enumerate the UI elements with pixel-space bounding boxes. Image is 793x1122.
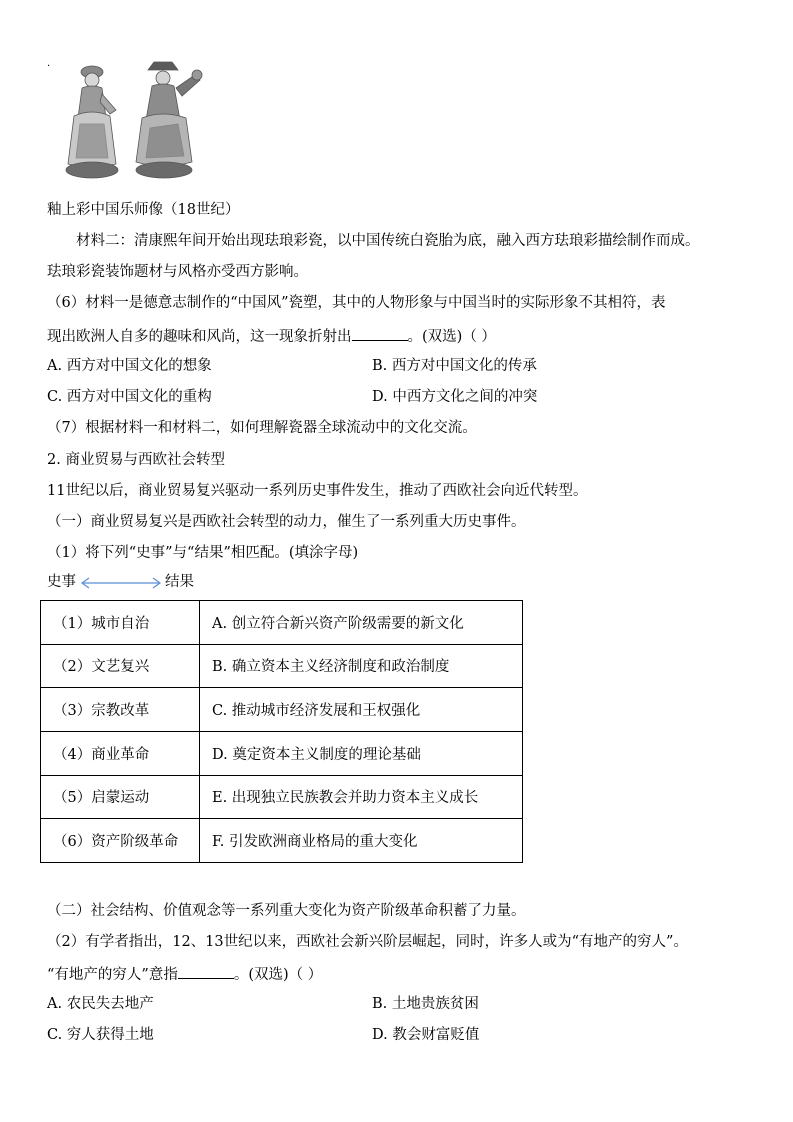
section2-q1: （1）将下列“史事”与“结果”相匹配。(填涂字母) [47,545,359,561]
table-cell-result: F. 引发欧洲商业格局的重大变化 [200,819,523,863]
double-arrow-icon [79,575,163,591]
q7-question: （7）根据材料一和材料二，如何理解瓷器全球流动中的文化交流。 [47,420,477,436]
table-cell-event: （3）宗教改革 [41,688,200,732]
section2-part2-heading: （二）社会结构、价值观念等一系列重大变化为资产阶级革命积蓄了力量。 [47,903,526,919]
arrow-left-label: 史事 [47,574,76,590]
table-cell-event: （6）资产阶级革命 [41,819,200,863]
q6-option-d[interactable]: D. 中西方文化之间的冲突 [372,389,538,405]
section2-intro: 11世纪以后，商业贸易复兴驱动一系列历史事件发生，推动了西欧社会向近代转型。 [47,483,588,499]
q2-option-b[interactable]: B. 土地贵族贫困 [372,996,479,1012]
table-cell-result: B. 确立资本主义经济制度和政治制度 [200,644,523,688]
right-figure-icon [136,62,202,178]
q6-stem-suffix: 。(双选)（ ） [407,329,496,345]
material2-line2: 珐琅彩瓷装饰题材与风格亦受西方影响。 [47,264,308,280]
q2-stem-prefix: “有地产的穷人”意指 [47,967,178,983]
table-row [41,731,523,775]
table-cell-event: （4）商业革命 [41,731,200,775]
q2-stem-line1: （2）有学者指出，12、13世纪以来，西欧社会新兴阶层崛起，同时，许多人或为“有地产的穷人”。 [47,934,688,950]
table-row [41,644,523,688]
table-row [41,601,523,645]
q2-option-c[interactable]: C. 穷人获得土地 [47,1027,154,1043]
section2-title: 2. 商业贸易与西欧社会转型 [47,452,225,468]
q6-stem-prefix: 现出欧洲人自多的趣味和风尚，这一现象折射出 [47,329,352,345]
arrow-right-label: 结果 [165,574,194,590]
table-cell-result: D. 奠定资本主义制度的理论基础 [200,731,523,775]
q6-option-b[interactable]: B. 西方对中国文化的传承 [372,358,537,374]
table-row [41,819,523,863]
table-cell-event: （1）城市自治 [41,601,200,645]
section2-part1-heading: （一）商业贸易复兴是西欧社会转型的动力，催生了一系列重大历史事件。 [47,514,526,530]
porcelain-musician-figures-image [60,58,210,182]
q2-answer-blank[interactable] [178,964,234,979]
event-result-matching-table [40,600,523,863]
material2-line1: 材料二：清康熙年间开始出现珐琅彩瓷，以中国传统白瓷胎为底，融入西方珐琅彩描绘制作而成。 [76,233,700,249]
q6-option-a[interactable]: A. 西方对中国文化的想象 [47,358,212,374]
q6-answer-blank[interactable] [352,326,408,341]
table-cell-result: A. 创立符合新兴资产阶级需要的新文化 [200,601,523,645]
stray-mark: · [47,61,51,72]
table-row [41,775,523,819]
left-figure-icon [66,66,118,178]
q2-option-a[interactable]: A. 农民失去地产 [47,996,154,1012]
q2-option-d[interactable]: D. 教会财富贬值 [372,1027,480,1043]
table-row [41,688,523,732]
table-cell-result: C. 推动城市经济发展和王权强化 [200,688,523,732]
table-cell-event: （2）文艺复兴 [41,644,200,688]
q6-stem-line2 [47,326,496,346]
q6-option-c[interactable]: C. 西方对中国文化的重构 [47,389,212,405]
figure-caption: 釉上彩中国乐师像（18世纪） [47,202,240,218]
q2-stem-suffix: 。(双选)（ ） [233,967,323,983]
table-cell-event: （5）启蒙运动 [41,775,200,819]
table-cell-result: E. 出现独立民族教会并助力资本主义成长 [200,775,523,819]
q2-stem-line2 [47,964,322,984]
q6-stem-line1: （6）材料一是德意志制作的“中国风”瓷塑，其中的人物形象与中国当时的实际形象不其相符，表 [47,295,666,311]
